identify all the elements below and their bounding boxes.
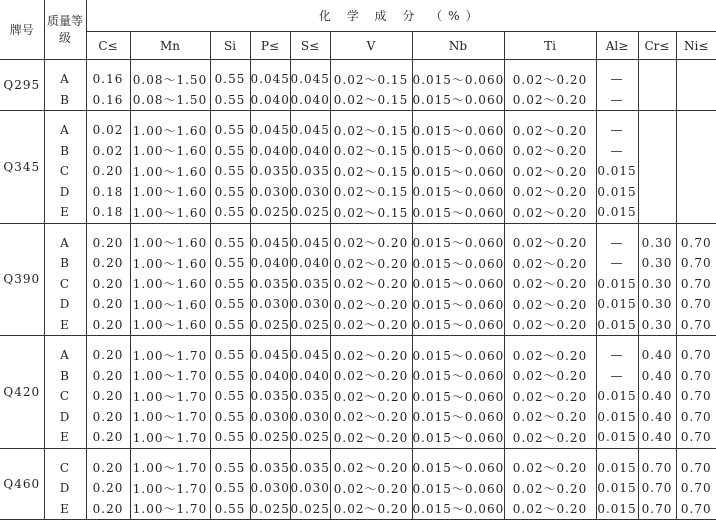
cell-ti: 0.02～0.20: [504, 478, 596, 499]
cell-s: 0.030: [290, 182, 330, 203]
cell-ni: 0.70: [676, 366, 716, 387]
grade-cell: B: [44, 366, 86, 387]
cell-si: 0.55: [210, 499, 250, 520]
cell-cr: [638, 90, 676, 111]
grade-cell: C: [44, 386, 86, 407]
table-row: [0, 223, 716, 253]
cell-v: 0.02～0.20: [330, 499, 412, 520]
cell-s: 0.045: [290, 111, 330, 141]
cell-ni: [676, 182, 716, 203]
cell-s: 0.035: [290, 448, 330, 478]
cell-mn: 1.00～1.60: [130, 315, 210, 336]
cell-nb: 0.015～0.060: [412, 90, 504, 111]
cell-v: 0.02～0.20: [330, 366, 412, 387]
cell-nb: 0.015～0.060: [412, 141, 504, 162]
cell-p: 0.030: [250, 294, 290, 315]
cell-mn: 1.00～1.70: [130, 427, 210, 448]
col-c: C≤: [86, 32, 130, 60]
cell-al: —: [596, 336, 638, 366]
cell-ni: [676, 202, 716, 223]
grade-cell: A: [44, 336, 86, 366]
brand-cell: Q460: [0, 448, 44, 520]
cell-cr: [638, 60, 676, 90]
cell-al: 0.015: [596, 386, 638, 407]
cell-al: 0.015: [596, 427, 638, 448]
grade-cell: E: [44, 499, 86, 520]
cell-si: 0.55: [210, 141, 250, 162]
cell-mn: 1.00～1.70: [130, 448, 210, 478]
cell-p: 0.035: [250, 386, 290, 407]
cell-s: 0.025: [290, 315, 330, 336]
cell-nb: 0.015～0.060: [412, 499, 504, 520]
cell-al: 0.015: [596, 448, 638, 478]
cell-v: 0.02～0.20: [330, 315, 412, 336]
cell-v: 0.02～0.20: [330, 427, 412, 448]
cell-s: 0.025: [290, 427, 330, 448]
table-row: [0, 90, 716, 111]
cell-mn: 1.00～1.70: [130, 366, 210, 387]
table-row: [0, 161, 716, 182]
cell-p: 0.025: [250, 315, 290, 336]
cell-nb: 0.015～0.060: [412, 407, 504, 428]
cell-mn: 1.00～1.70: [130, 386, 210, 407]
cell-cr: [638, 141, 676, 162]
cell-c: 0.18: [86, 202, 130, 223]
table-row: [0, 499, 716, 520]
table-row: [0, 448, 716, 478]
cell-cr: 0.30: [638, 315, 676, 336]
grade-header: 质量等级: [44, 0, 86, 60]
cell-c: 0.20: [86, 499, 130, 520]
cell-al: 0.015: [596, 202, 638, 223]
cell-ni: 0.70: [676, 499, 716, 520]
cell-nb: 0.015～0.060: [412, 315, 504, 336]
cell-ti: 0.02～0.20: [504, 202, 596, 223]
table-row: [0, 386, 716, 407]
cell-mn: 1.00～1.60: [130, 294, 210, 315]
cell-nb: 0.015～0.060: [412, 274, 504, 295]
cell-nb: 0.015～0.060: [412, 161, 504, 182]
cell-v: 0.02～0.15: [330, 111, 412, 141]
cell-ni: 0.70: [676, 448, 716, 478]
cell-p: 0.040: [250, 253, 290, 274]
cell-cr: 0.30: [638, 294, 676, 315]
cell-ni: 0.70: [676, 478, 716, 499]
cell-v: 0.02～0.20: [330, 274, 412, 295]
cell-mn: 1.00～1.60: [130, 182, 210, 203]
cell-p: 0.040: [250, 90, 290, 111]
table-row: [0, 202, 716, 223]
cell-al: 0.015: [596, 499, 638, 520]
cell-ti: 0.02～0.20: [504, 448, 596, 478]
cell-mn: 1.00～1.60: [130, 253, 210, 274]
cell-v: 0.02～0.20: [330, 407, 412, 428]
cell-c: 0.18: [86, 182, 130, 203]
table-body: [0, 60, 716, 520]
cell-v: 0.02～0.15: [330, 90, 412, 111]
cell-mn: 1.00～1.60: [130, 202, 210, 223]
cell-si: 0.55: [210, 315, 250, 336]
cell-cr: 0.40: [638, 336, 676, 366]
cell-s: 0.040: [290, 141, 330, 162]
cell-ti: 0.02～0.20: [504, 223, 596, 253]
brand-cell: Q295: [0, 60, 44, 111]
cell-s: 0.025: [290, 202, 330, 223]
cell-p: 0.045: [250, 111, 290, 141]
grade-cell: E: [44, 202, 86, 223]
col-ti: Ti: [504, 32, 596, 60]
cell-si: 0.55: [210, 182, 250, 203]
cell-si: 0.55: [210, 478, 250, 499]
cell-ni: 0.70: [676, 294, 716, 315]
cell-mn: 1.00～1.70: [130, 407, 210, 428]
cell-ti: 0.02～0.20: [504, 499, 596, 520]
cell-ti: 0.02～0.20: [504, 90, 596, 111]
cell-si: 0.55: [210, 366, 250, 387]
cell-c: 0.20: [86, 407, 130, 428]
cell-ni: 0.70: [676, 336, 716, 366]
cell-p: 0.035: [250, 161, 290, 182]
cell-si: 0.55: [210, 407, 250, 428]
cell-al: —: [596, 90, 638, 111]
cell-cr: [638, 182, 676, 203]
cell-v: 0.02～0.15: [330, 60, 412, 90]
cell-ti: 0.02～0.20: [504, 336, 596, 366]
table-row: [0, 60, 716, 90]
cell-c: 0.16: [86, 60, 130, 90]
cell-v: 0.02～0.20: [330, 336, 412, 366]
cell-c: 0.20: [86, 448, 130, 478]
cell-al: —: [596, 60, 638, 90]
col-mn: Mn: [130, 32, 210, 60]
cell-nb: 0.015～0.060: [412, 427, 504, 448]
table-row: [0, 253, 716, 274]
col-v: V: [330, 32, 412, 60]
cell-p: 0.025: [250, 427, 290, 448]
grade-cell: B: [44, 253, 86, 274]
cell-s: 0.030: [290, 478, 330, 499]
cell-mn: 1.00～1.60: [130, 223, 210, 253]
cell-v: 0.02～0.15: [330, 141, 412, 162]
cell-c: 0.02: [86, 141, 130, 162]
cell-al: —: [596, 111, 638, 141]
cell-ni: 0.70: [676, 253, 716, 274]
cell-cr: 0.70: [638, 478, 676, 499]
cell-c: 0.20: [86, 427, 130, 448]
grade-cell: C: [44, 274, 86, 295]
table-row: [0, 111, 716, 141]
brand-cell: Q420: [0, 336, 44, 449]
cell-al: —: [596, 223, 638, 253]
cell-c: 0.20: [86, 336, 130, 366]
cell-nb: 0.015～0.060: [412, 111, 504, 141]
cell-s: 0.040: [290, 366, 330, 387]
cell-nb: 0.015～0.060: [412, 253, 504, 274]
cell-al: 0.015: [596, 294, 638, 315]
cell-ti: 0.02～0.20: [504, 60, 596, 90]
col-cr: Cr≤: [638, 32, 676, 60]
cell-c: 0.20: [86, 386, 130, 407]
cell-cr: 0.40: [638, 366, 676, 387]
cell-nb: 0.015～0.060: [412, 366, 504, 387]
cell-si: 0.55: [210, 161, 250, 182]
cell-ti: 0.02～0.20: [504, 182, 596, 203]
cell-s: 0.030: [290, 407, 330, 428]
cell-c: 0.20: [86, 478, 130, 499]
cell-al: 0.015: [596, 478, 638, 499]
cell-ni: 0.70: [676, 223, 716, 253]
cell-si: 0.55: [210, 294, 250, 315]
cell-p: 0.045: [250, 223, 290, 253]
cell-cr: 0.40: [638, 427, 676, 448]
cell-ti: 0.02～0.20: [504, 111, 596, 141]
cell-si: 0.55: [210, 336, 250, 366]
cell-p: 0.035: [250, 448, 290, 478]
cell-nb: 0.015～0.060: [412, 223, 504, 253]
cell-p: 0.030: [250, 478, 290, 499]
cell-cr: 0.40: [638, 386, 676, 407]
cell-cr: 0.70: [638, 499, 676, 520]
cell-s: 0.045: [290, 336, 330, 366]
table-row: [0, 478, 716, 499]
cell-nb: 0.015～0.060: [412, 448, 504, 478]
cell-mn: 1.00～1.70: [130, 478, 210, 499]
cell-v: 0.02～0.15: [330, 182, 412, 203]
cell-mn: 0.08～1.50: [130, 60, 210, 90]
cell-si: 0.55: [210, 111, 250, 141]
cell-cr: 0.70: [638, 448, 676, 478]
cell-s: 0.045: [290, 223, 330, 253]
table-row: [0, 336, 716, 366]
cell-s: 0.035: [290, 161, 330, 182]
cell-al: 0.015: [596, 407, 638, 428]
col-nb: Nb: [412, 32, 504, 60]
cell-cr: [638, 202, 676, 223]
grade-cell: B: [44, 141, 86, 162]
cell-ti: 0.02～0.20: [504, 407, 596, 428]
grade-cell: A: [44, 60, 86, 90]
cell-c: 0.16: [86, 90, 130, 111]
table-row: [0, 274, 716, 295]
cell-cr: 0.30: [638, 223, 676, 253]
cell-si: 0.55: [210, 90, 250, 111]
cell-cr: 0.40: [638, 407, 676, 428]
cell-p: 0.045: [250, 336, 290, 366]
cell-al: 0.015: [596, 161, 638, 182]
cell-p: 0.030: [250, 182, 290, 203]
cell-ti: 0.02～0.20: [504, 161, 596, 182]
table-row: [0, 427, 716, 448]
cell-v: 0.02～0.20: [330, 294, 412, 315]
cell-p: 0.040: [250, 141, 290, 162]
cell-c: 0.20: [86, 274, 130, 295]
table-row: [0, 315, 716, 336]
grade-cell: D: [44, 478, 86, 499]
cell-mn: 0.08～1.50: [130, 90, 210, 111]
cell-p: 0.030: [250, 407, 290, 428]
cell-nb: 0.015～0.060: [412, 478, 504, 499]
cell-ti: 0.02～0.20: [504, 427, 596, 448]
cell-ti: 0.02～0.20: [504, 386, 596, 407]
table-row: [0, 407, 716, 428]
cell-s: 0.030: [290, 294, 330, 315]
cell-v: 0.02～0.20: [330, 448, 412, 478]
col-si: Si: [210, 32, 250, 60]
cell-p: 0.025: [250, 202, 290, 223]
cell-ni: [676, 60, 716, 90]
cell-c: 0.20: [86, 315, 130, 336]
cell-v: 0.02～0.15: [330, 202, 412, 223]
composition-header: 化 学 成 分 （%）: [86, 0, 716, 32]
cell-mn: 1.00～1.60: [130, 161, 210, 182]
cell-ni: 0.70: [676, 386, 716, 407]
cell-si: 0.55: [210, 60, 250, 90]
cell-si: 0.55: [210, 386, 250, 407]
cell-c: 0.20: [86, 161, 130, 182]
cell-c: 0.02: [86, 111, 130, 141]
cell-c: 0.20: [86, 223, 130, 253]
grade-cell: C: [44, 161, 86, 182]
cell-ni: 0.70: [676, 315, 716, 336]
brand-cell: Q390: [0, 223, 44, 336]
grade-cell: B: [44, 90, 86, 111]
col-p: P≤: [250, 32, 290, 60]
cell-mn: 1.00～1.70: [130, 336, 210, 366]
cell-mn: 1.00～1.70: [130, 499, 210, 520]
cell-si: 0.55: [210, 202, 250, 223]
cell-p: 0.045: [250, 60, 290, 90]
cell-al: —: [596, 253, 638, 274]
cell-ti: 0.02～0.20: [504, 274, 596, 295]
cell-mn: 1.00～1.60: [130, 111, 210, 141]
cell-p: 0.025: [250, 499, 290, 520]
brand-header: 牌号: [0, 0, 44, 60]
cell-p: 0.040: [250, 366, 290, 387]
cell-s: 0.040: [290, 90, 330, 111]
cell-si: 0.55: [210, 253, 250, 274]
cell-cr: 0.30: [638, 274, 676, 295]
cell-ni: 0.70: [676, 274, 716, 295]
cell-ti: 0.02～0.20: [504, 315, 596, 336]
cell-nb: 0.015～0.060: [412, 336, 504, 366]
cell-cr: [638, 111, 676, 141]
grade-cell: C: [44, 448, 86, 478]
cell-ti: 0.02～0.20: [504, 366, 596, 387]
cell-s: 0.035: [290, 386, 330, 407]
cell-al: 0.015: [596, 315, 638, 336]
col-ni: Ni≤: [676, 32, 716, 60]
cell-si: 0.55: [210, 274, 250, 295]
col-al: Al≥: [596, 32, 638, 60]
cell-nb: 0.015～0.060: [412, 60, 504, 90]
cell-nb: 0.015～0.060: [412, 202, 504, 223]
cell-mn: 1.00～1.60: [130, 274, 210, 295]
cell-ni: [676, 161, 716, 182]
cell-ti: 0.02～0.20: [504, 294, 596, 315]
cell-al: —: [596, 366, 638, 387]
cell-ni: [676, 90, 716, 111]
cell-ni: 0.70: [676, 427, 716, 448]
cell-al: 0.015: [596, 182, 638, 203]
cell-v: 0.02～0.20: [330, 223, 412, 253]
cell-s: 0.035: [290, 274, 330, 295]
grade-cell: D: [44, 407, 86, 428]
cell-p: 0.035: [250, 274, 290, 295]
table-row: [0, 182, 716, 203]
grade-cell: D: [44, 182, 86, 203]
cell-al: 0.015: [596, 274, 638, 295]
grade-cell: D: [44, 294, 86, 315]
cell-ni: 0.70: [676, 407, 716, 428]
cell-v: 0.02～0.20: [330, 386, 412, 407]
table-row: [0, 366, 716, 387]
table-row: [0, 141, 716, 162]
cell-v: 0.02～0.20: [330, 253, 412, 274]
cell-nb: 0.015～0.060: [412, 182, 504, 203]
table-row: [0, 294, 716, 315]
cell-ti: 0.02～0.20: [504, 141, 596, 162]
grade-cell: E: [44, 427, 86, 448]
cell-si: 0.55: [210, 427, 250, 448]
cell-c: 0.20: [86, 253, 130, 274]
cell-ni: [676, 141, 716, 162]
cell-cr: [638, 161, 676, 182]
brand-cell: Q345: [0, 111, 44, 224]
grade-cell: A: [44, 111, 86, 141]
cell-c: 0.20: [86, 366, 130, 387]
cell-ti: 0.02～0.20: [504, 253, 596, 274]
cell-si: 0.55: [210, 448, 250, 478]
cell-s: 0.025: [290, 499, 330, 520]
cell-si: 0.55: [210, 223, 250, 253]
cell-s: 0.040: [290, 253, 330, 274]
cell-v: 0.02～0.20: [330, 478, 412, 499]
cell-s: 0.045: [290, 60, 330, 90]
grade-cell: E: [44, 315, 86, 336]
cell-c: 0.20: [86, 294, 130, 315]
cell-ni: [676, 111, 716, 141]
cell-v: 0.02～0.15: [330, 161, 412, 182]
col-s: S≤: [290, 32, 330, 60]
cell-nb: 0.015～0.060: [412, 294, 504, 315]
cell-al: —: [596, 141, 638, 162]
cell-nb: 0.015～0.060: [412, 386, 504, 407]
cell-mn: 1.00～1.60: [130, 141, 210, 162]
cell-cr: 0.30: [638, 253, 676, 274]
grade-cell: A: [44, 223, 86, 253]
